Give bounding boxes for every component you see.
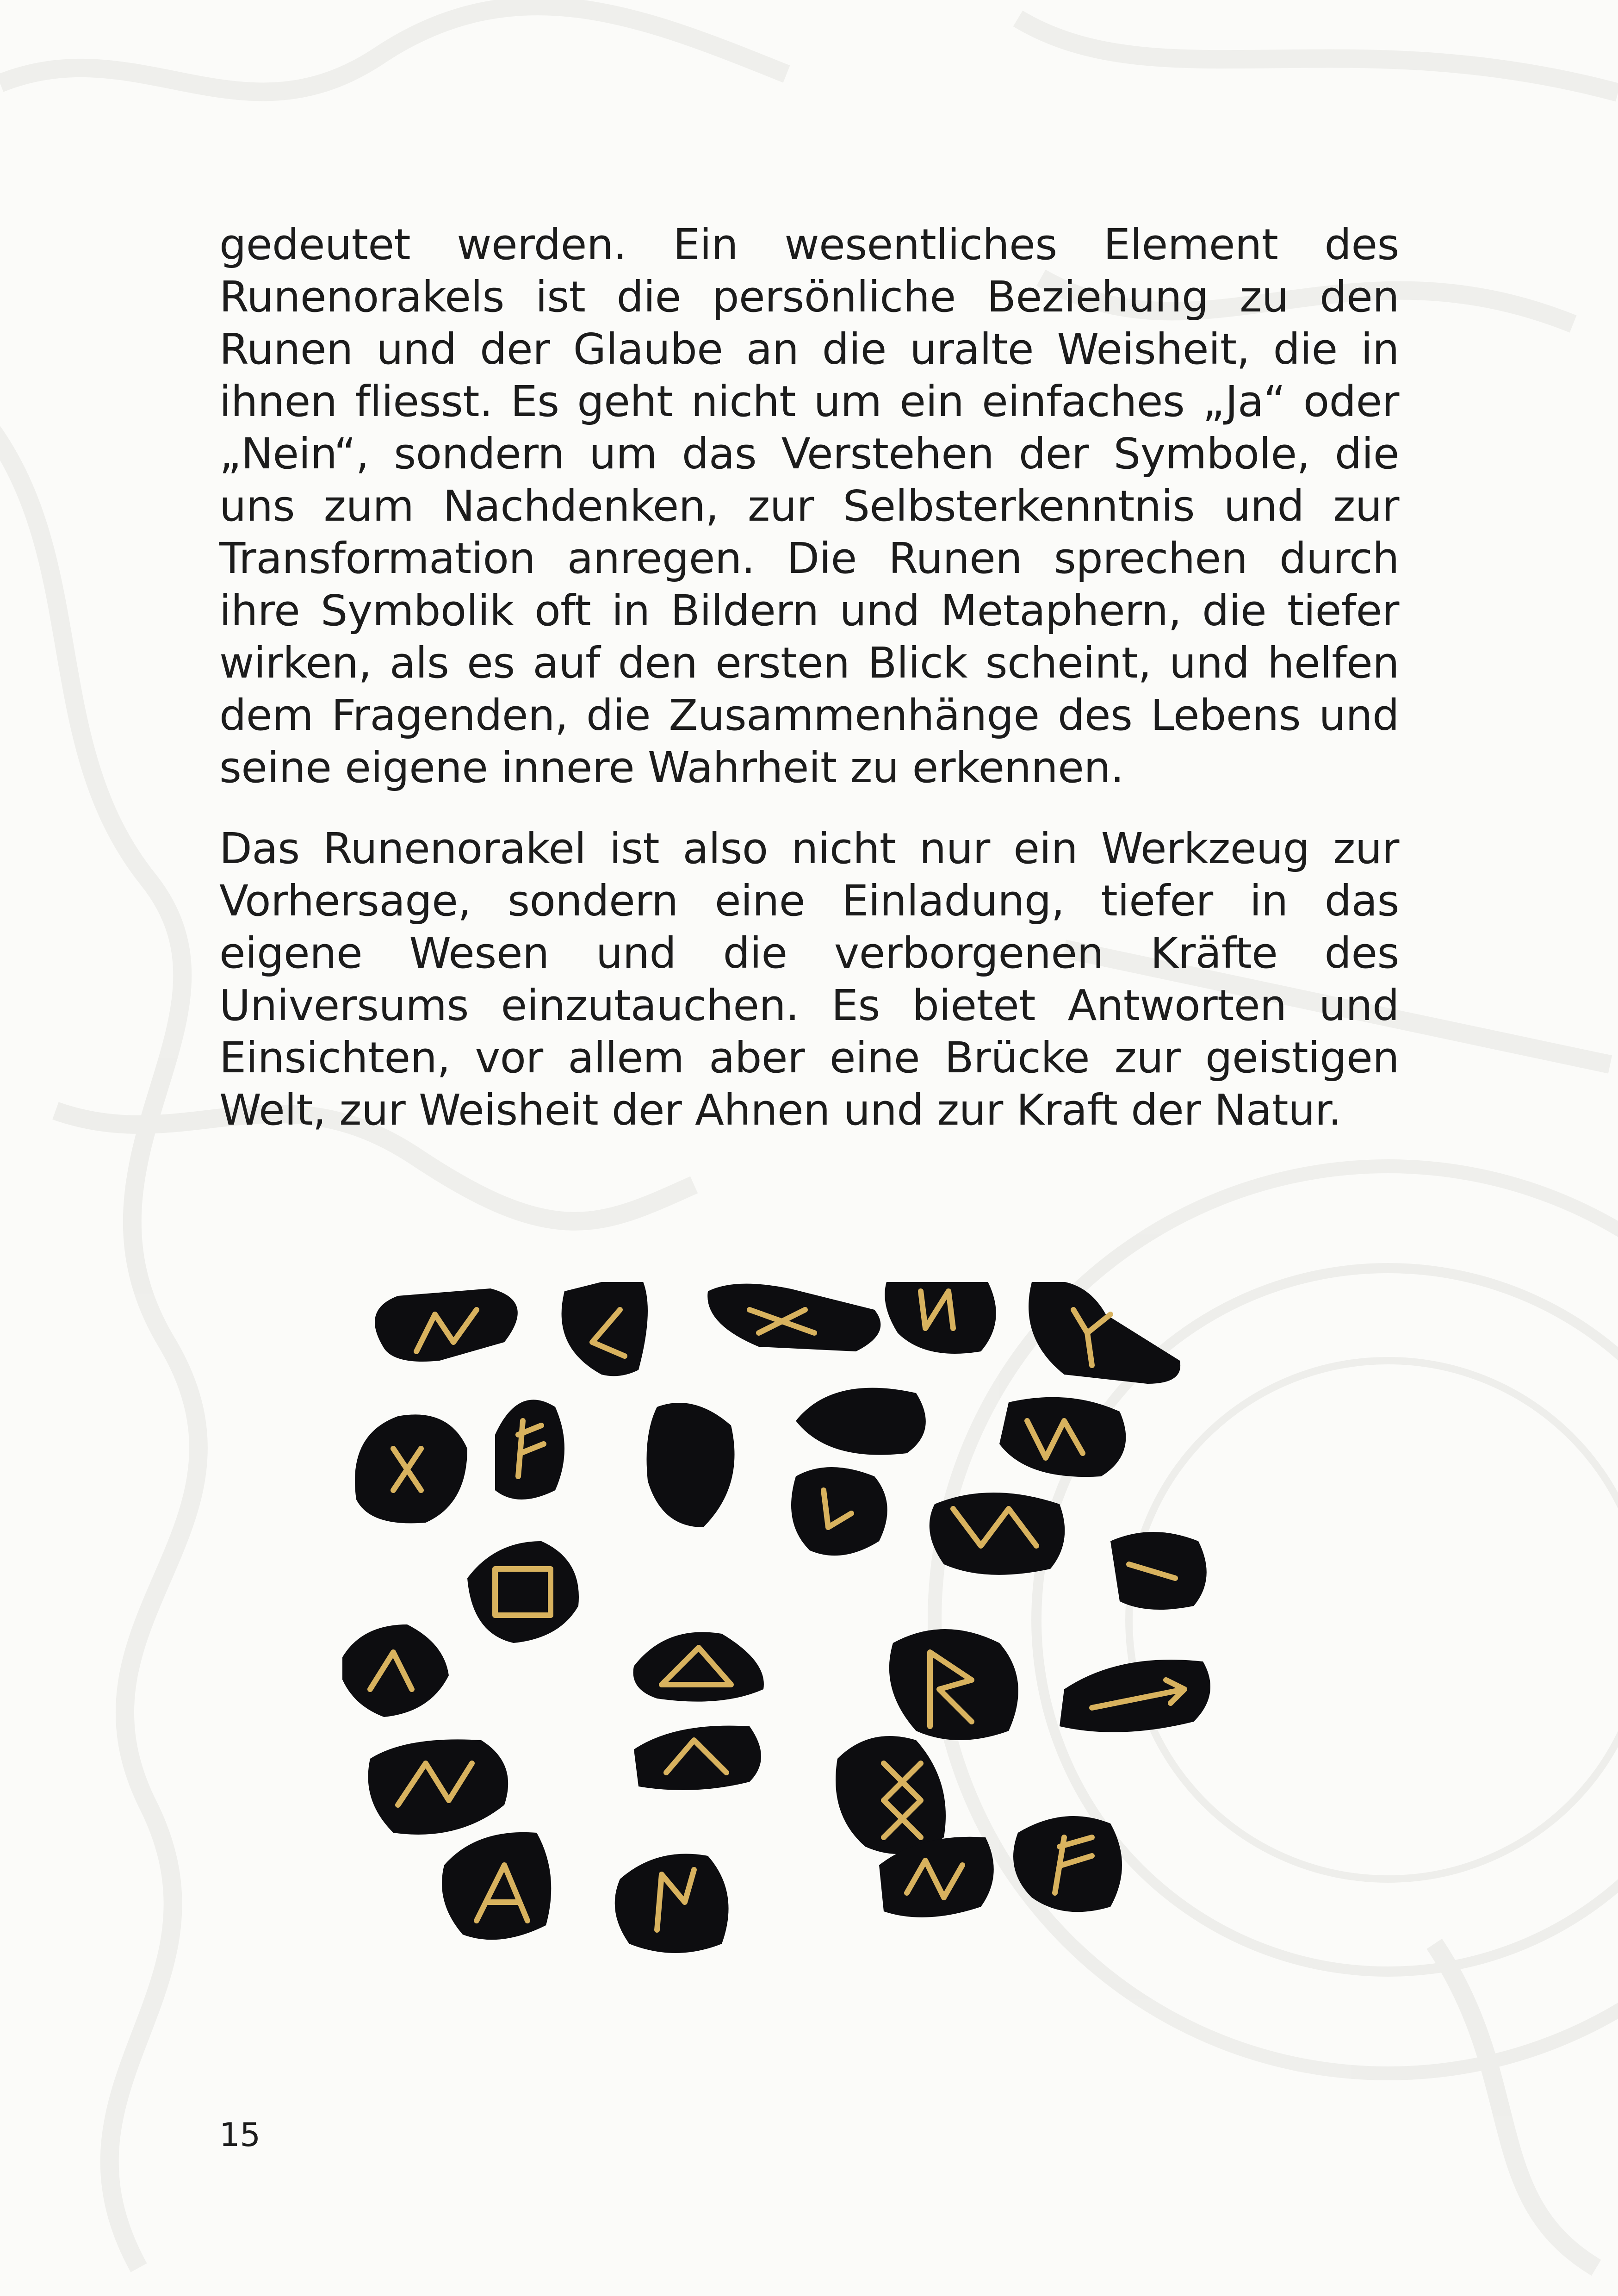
paragraph: Das Runenorakel ist also nicht nur ein Werkzeug zur Vorhersage, sondern eine Einladung, tiefer in das eigene Wesen und die verborgenen Kräfte des Universums einzutauchen. Es bietet Antworten und Einsichten, vor allem aber eine Brücke zur geistigen Welt, zur Weisheit der Ahnen und zur Kraft der Natur.: [219, 824, 1399, 1135]
paragraph: gedeutet werden. Ein wesentliches Element des Runenorakels ist die persönliche Beziehung zu den Runen und der Glaube an die uralte Weisheit, die in ihnen fliesst. Es geht nicht um ein einfaches „Ja“ oder „Nein“, sondern um das Verstehen der Symbole, die uns zum Nachdenken, zur Selbsterkenntnis und zur Transformation anregen. Die Runen sprechen durch ihre Symbolik oft in Bildern und Metaphern, die tiefer wirken, als es auf den ersten Blick scheint, und helfen dem Fragenden, die Zusammenhänge des Lebens und seine eigene innere Wahrheit zu erkennen.: [219, 220, 1399, 792]
page-number: 15: [219, 2116, 261, 2154]
body-text: [219, 218, 1399, 1165]
rune-stones-photo: [342, 1282, 1277, 2004]
